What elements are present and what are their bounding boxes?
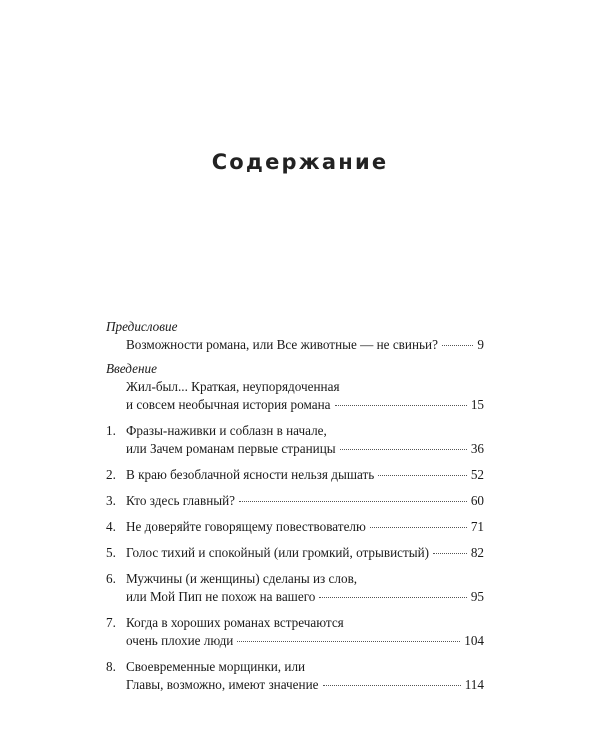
chapter-number: 1. — [106, 423, 116, 438]
toc-entry-chapter-1[interactable] — [106, 422, 484, 458]
page-number: 15 — [470, 397, 484, 412]
entry-title-line: или Мой Пип не похож на вашего — [126, 589, 316, 604]
toc-entry-chapter-8[interactable] — [106, 658, 484, 694]
dot-leader — [442, 344, 473, 346]
preface-label: Предисловие — [106, 319, 178, 334]
chapter-number: 6. — [106, 571, 116, 586]
entry-title-line: В краю безоблачной ясности нельзя дышать — [126, 467, 375, 482]
entry-title-line: Голос тихий и спокойный (или громкий, отрывистый) — [126, 545, 430, 560]
dot-leader — [370, 526, 467, 528]
page-number: 52 — [470, 467, 484, 482]
page-number: 95 — [470, 589, 484, 604]
chapter-number: 3. — [106, 493, 116, 508]
dot-leader — [237, 640, 460, 642]
chapter-number: 7. — [106, 615, 116, 630]
entry-title-line: Своевременные морщинки, или — [126, 659, 306, 674]
page-number: 9 — [477, 337, 484, 352]
page-number: 71 — [470, 519, 484, 534]
entry-title-line: и совсем необычная история романа — [126, 397, 331, 412]
entry-title-line: очень плохие люди — [126, 633, 234, 648]
toc-entry-chapter-3[interactable] — [106, 492, 484, 510]
dot-leader — [378, 474, 467, 476]
entry-title-line: Возможности романа, или Все животные — не свиньи? — [126, 337, 438, 352]
dot-leader — [433, 552, 467, 554]
toc-entry-preface[interactable] — [106, 336, 484, 354]
toc-entry-chapter-2[interactable] — [106, 466, 484, 484]
entry-title-line: Главы, возможно, имеют значение — [126, 677, 319, 692]
page-number: 114 — [464, 677, 484, 692]
dot-leader — [319, 596, 466, 598]
chapter-number: 8. — [106, 659, 116, 674]
toc-entry-intro[interactable] — [106, 378, 484, 414]
chapter-number: 5. — [106, 545, 116, 560]
toc-entry-chapter-4[interactable] — [106, 518, 484, 536]
entry-title-line: Фразы-наживки и соблазн в начале, — [126, 423, 327, 438]
entry-title-line: Кто здесь главный? — [126, 493, 236, 508]
toc-entry-chapter-7[interactable] — [106, 614, 484, 650]
table-of-contents — [106, 318, 484, 694]
entry-title-line: или Зачем романам первые страницы — [126, 441, 336, 456]
page-number: 60 — [470, 493, 484, 508]
dot-leader — [323, 684, 461, 686]
toc-entry-chapter-6[interactable] — [106, 570, 484, 606]
intro-label: Введение — [106, 361, 157, 376]
entry-title-line: Мужчины (и женщины) сделаны из слов, — [126, 571, 358, 586]
page-number: 36 — [470, 441, 484, 456]
dot-leader — [335, 404, 467, 406]
page-title: Содержание — [211, 150, 389, 174]
page-number: 104 — [464, 633, 484, 648]
entry-title-line: Не доверяйте говорящему повествователю — [126, 519, 366, 534]
chapter-number: 2. — [106, 467, 116, 482]
entry-title-line: Жил-был... Краткая, неупорядоченная — [126, 379, 340, 394]
dot-leader — [340, 448, 467, 450]
entry-title-line: Когда в хороших романах встречаются — [126, 615, 344, 630]
toc-entry-chapter-5[interactable] — [106, 544, 484, 562]
page-number: 82 — [470, 545, 484, 560]
chapter-number: 4. — [106, 519, 116, 534]
dot-leader — [239, 500, 467, 502]
